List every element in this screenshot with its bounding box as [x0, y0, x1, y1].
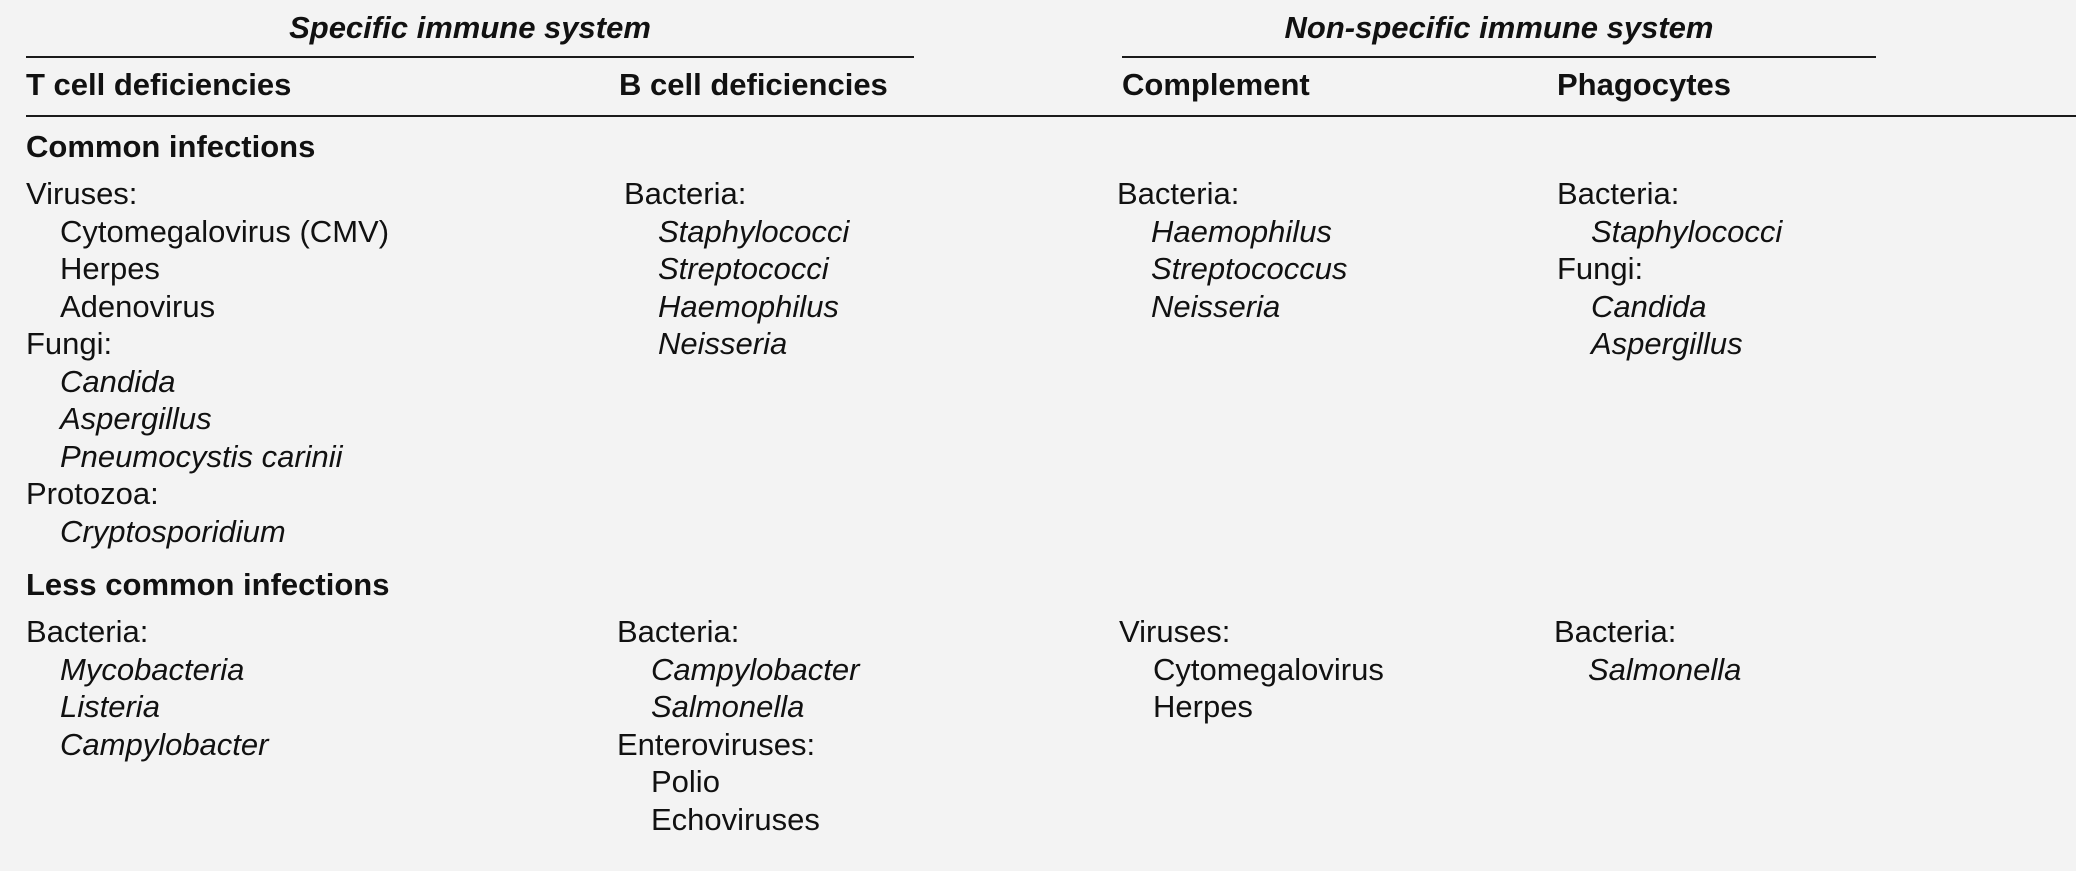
- organism-item: Salmonella: [1588, 651, 1742, 687]
- organism-item: Aspergillus: [1591, 326, 1743, 361]
- cell-common-phagocytes: [1557, 175, 1782, 363]
- category-label: Viruses:: [26, 176, 138, 211]
- organism-item: Pneumocystis carinii: [60, 438, 343, 474]
- cell-common-b-cell: [624, 175, 849, 363]
- organism-item: Adenovirus: [60, 288, 216, 324]
- group-rule-specific: [26, 56, 914, 58]
- category-label: Fungi:: [1557, 251, 1644, 286]
- organism-item: Herpes: [60, 251, 160, 286]
- organism-item: Staphylococci: [1591, 213, 1783, 249]
- organism-item: Mycobacteria: [60, 651, 245, 687]
- organism-item: Streptococci: [658, 251, 829, 286]
- category-label: Bacteria:: [26, 614, 149, 649]
- organism-item: Candida: [60, 363, 176, 399]
- column-header-b-cell: B cell deficiencies: [619, 67, 888, 102]
- organism-item: Herpes: [1153, 689, 1253, 724]
- category-label: Fungi:: [26, 326, 113, 361]
- cell-common-t-cell: [26, 175, 389, 550]
- organism-item: Polio: [651, 764, 720, 799]
- organism-item: Listeria: [60, 689, 160, 724]
- organism-item: Cytomegalovirus (CMV): [60, 213, 390, 249]
- organism-item: Echoviruses: [651, 801, 820, 837]
- cell-less-common-t-cell: [26, 613, 268, 763]
- category-label: Bacteria:: [624, 176, 747, 211]
- group-title-nonspecific: Non-specific immune system: [1284, 10, 1714, 45]
- organism-item: Neisseria: [1151, 288, 1281, 324]
- category-label: Bacteria:: [1557, 176, 1680, 211]
- category-label: Bacteria:: [617, 614, 740, 649]
- cell-less-common-b-cell: [617, 613, 859, 838]
- group-rule-nonspecific: [1122, 56, 1876, 58]
- organism-item: Salmonella: [651, 689, 805, 724]
- column-header-t-cell: T cell deficiencies: [26, 67, 292, 102]
- category-label: Protozoa:: [26, 476, 159, 511]
- section-label-less-common: Less common infections: [26, 567, 390, 602]
- organism-item: Haemophilus: [658, 288, 839, 324]
- organism-item: Campylobacter: [651, 651, 860, 687]
- category-label: Viruses:: [1119, 614, 1231, 649]
- organism-item: Cryptosporidium: [60, 513, 286, 549]
- cell-less-common-phagocytes: [1554, 613, 1741, 688]
- organism-item: Streptococcus: [1151, 251, 1348, 286]
- organism-item: Cytomegalovirus: [1153, 651, 1384, 687]
- organism-item: Neisseria: [658, 326, 788, 361]
- group-title-specific: Specific immune system: [289, 10, 651, 45]
- cell-common-complement: [1117, 175, 1347, 325]
- cell-less-common-complement: [1119, 613, 1384, 726]
- column-header-complement: Complement: [1122, 67, 1310, 102]
- category-label: Bacteria:: [1554, 614, 1677, 649]
- category-label: Bacteria:: [1117, 176, 1240, 211]
- organism-item: Staphylococci: [658, 213, 850, 249]
- header-rule: [26, 115, 2076, 117]
- section-label-common: Common infections: [26, 129, 316, 164]
- organism-item: Haemophilus: [1151, 213, 1332, 249]
- organism-item: Candida: [1591, 288, 1707, 324]
- column-header-phagocytes: Phagocytes: [1557, 67, 1732, 102]
- organism-item: Aspergillus: [60, 401, 212, 436]
- organism-item: Campylobacter: [60, 726, 269, 762]
- category-label: Enteroviruses:: [617, 726, 816, 762]
